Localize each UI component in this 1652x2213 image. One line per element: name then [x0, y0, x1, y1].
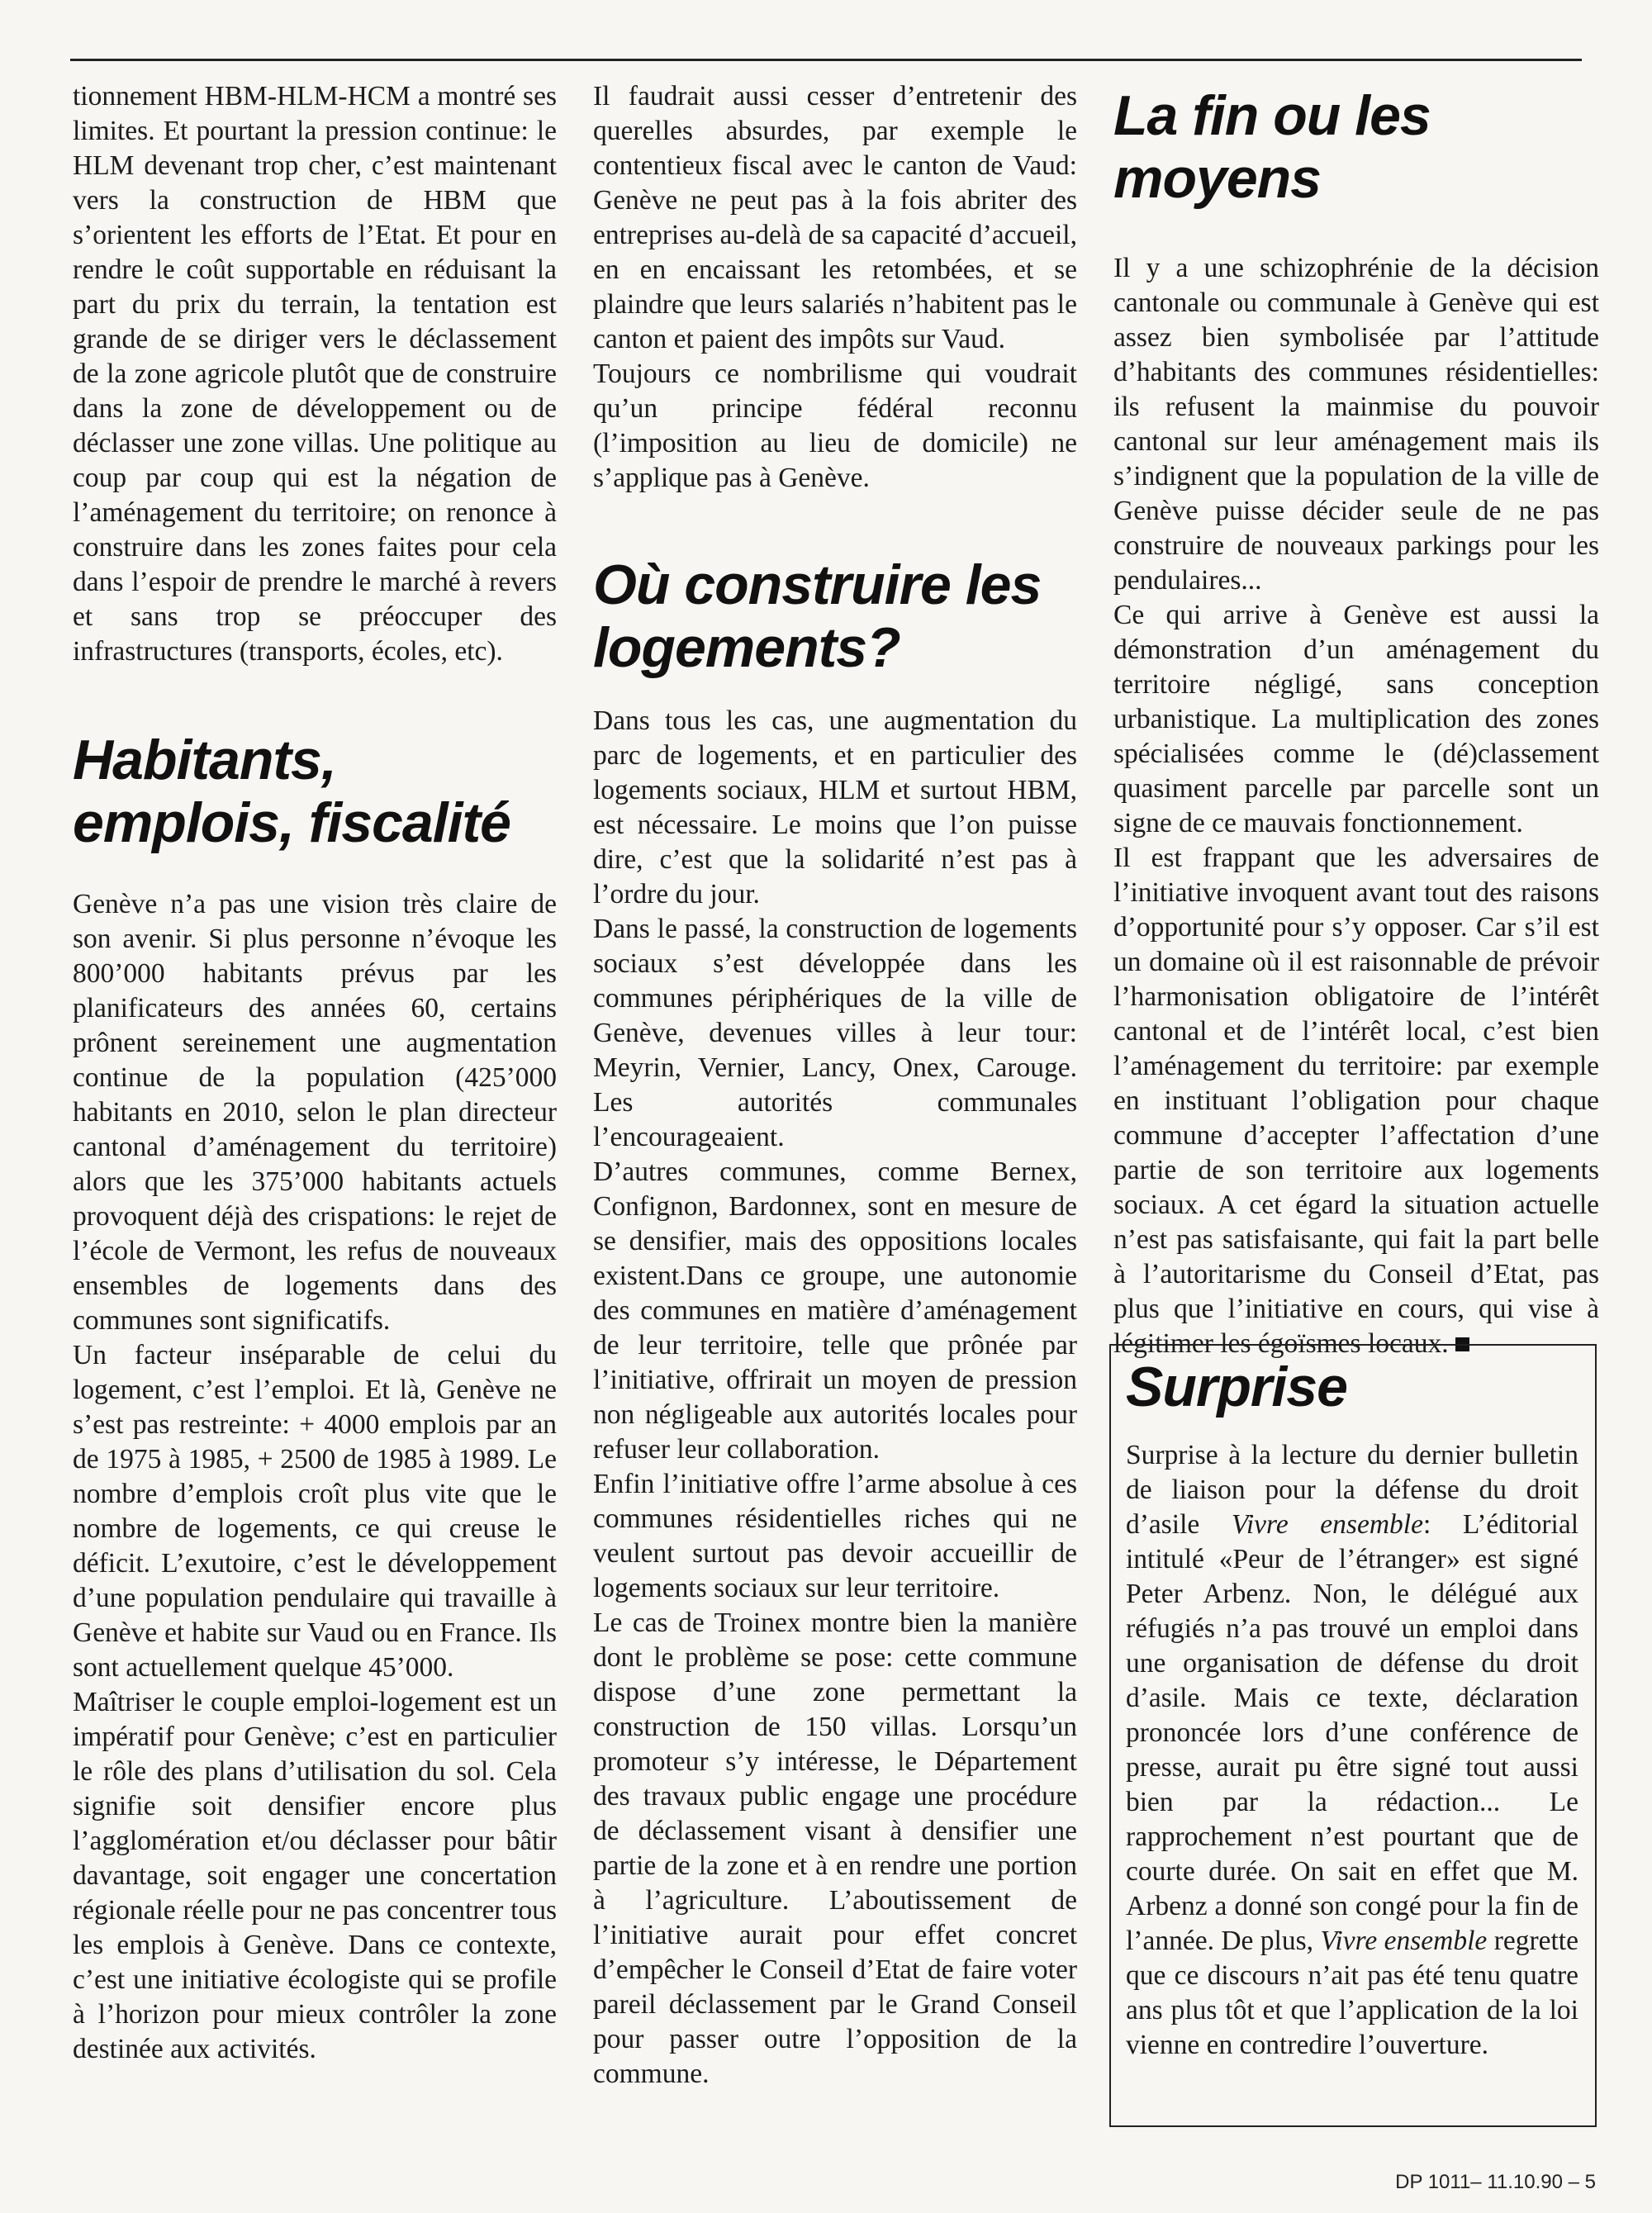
surprise-box: [1109, 1344, 1597, 2127]
paragraph: Ce qui arrive à Genève est aussi la démonstration d’un aménagement du territoire négligé, sans conception urbanistique. La multiplication des zones spécialisées comme le (dé)classement quasiment parcelle par parcelle sont un signe de ce mauvais fonctionnement.: [1113, 600, 1599, 838]
section-heading-la-fin: La fin ou les moyens: [1113, 84, 1431, 210]
column-1: [73, 79, 557, 2067]
paragraph: tionnement HBM-HLM-HCM a montré ses limites. Et pourtant la pression continue: le HLM devenant trop cher, c’est maintenant vers la construction de HBM que s’orientent les efforts de l’Etat. Et pour en rendre le coût supportable en réduisant la part du prix du terrain, la tentation est grande de se diriger vers le déclassement de la zone agricole plutôt que de construire dans la zone de développement ou de déclasser une zone villas. Une politique au coup par coup qui est la négation de l’aménagement du territoire; on renonce à construire dans les zones faites pour cela dans l’espoir de prendre le marché à revers et sans trop se préoccuper des infrastructures (transports, écoles, etc).: [73, 81, 557, 667]
paragraph: D’autres communes, comme Bernex, Confignon, Bardonnex, sont en mesure de se densifier, mais des oppositions locales existent.Dans ce groupe, une autonomie des communes en matière d’aménagement de leur territoire, telle que prônée par l’initiative, offrirait un moyen de pression non négligeable aux autorités locales pour refuser leur collaboration.: [593, 1156, 1077, 1465]
box-heading: Surprise: [1126, 1356, 1347, 1418]
box-text: : L’éditorial intitulé «Peur de l’étranger» est signé Peter Arbenz. Non, le délégué aux réfugiés n’a pas trouvé un emploi dans une organisation de défense du droit d’asile. Mais ce texte, déclaration prononcée lors d’une conférence de presse, aurait pu être signé tout aussi bien par la rédaction... Le rapprochement n’est pourtant que de courte durée. On sait en effet que M. Arbenz a donné son congé pour la fin de l’année. De plus,: [1126, 1509, 1578, 1956]
paragraph: Maîtriser le couple emploi-logement est un impératif pour Genève; c’est en particulier le rôle des plans d’utilisation du sol. Cela signifie soit densifier encore plus l’agglomération et/ou déclasser pour bâtir davantage, soit engager une concertation régionale réelle pour ne pas concentrer tous les emplois à Genève. Dans ce contexte, c’est une initiative écologiste qui se profile à l’horizon pour mieux contrôler la zone destinée aux activités.: [73, 1687, 557, 2064]
paragraph: Dans tous les cas, une augmentation du parc de logements, et en particulier des logements sociaux, HLM et surtout HBM, est nécessaire. Le moins que l’on puisse dire, c’est que la solidarité n’est pas à l’ordre du jour.: [593, 705, 1077, 909]
paragraph: Il faudrait aussi cesser d’entretenir des querelles absurdes, par exemple le contentieux fiscal avec le canton de Vaud: Genève ne peut pas à la fois abriter des entreprises au-delà de sa capacité d’accueil, en en encaissant les retombées, et se plaindre que leurs salariés n’habitent pas le canton et paient des impôts sur Vaud.: [593, 81, 1077, 354]
section-heading-ou-construire: Où construire les logements?: [593, 553, 1042, 679]
section-heading-habitants: Habitants, emplois, fiscalité: [73, 729, 510, 854]
box-paragraph: [1126, 1438, 1578, 2063]
paragraph: Genève n’a pas une vision très claire de son avenir. Si plus personne n’évoque les 800’000 habitants prévus par les planificateurs des années 60, certains prônent sereinement une augmentation continue de la population (425’000 habitants en 2010, selon le plan directeur cantonal d’aménagement du territoire) alors que les 375’000 habitants actuels provoquent déjà des crispations: le rejet de l’école de Vermont, les refus de nouveaux ensembles de logements dans des communes sont significatifs.: [73, 889, 557, 1336]
paragraph-text: Il est frappant que les adversaires de l’initiative invoquent avant tout des raisons d’opportunité pour s’y opposer. Car s’il est un domaine où il est raisonnable de prévoir l’harmonisation obligatoire de l’intérêt cantonal et de l’intérêt local, c’est bien l’aménagement du territoire: par exemple en instituant l’obligation pour chaque commune d’accepter l’affectation d’une partie de son territoire aux logements sociaux. A cet égard la situation actuelle n’est pas satisfaisante, qui fait la part belle à l’autoritarisme du Conseil d’Etat, pas plus que l’initiative en cours, qui vise à légitimer les égoïsmes locaux.: [1113, 843, 1599, 1359]
page-footer: DP 1011– 11.10.90 – 5: [1395, 2171, 1596, 2193]
paragraph: Il y a une schizophrénie de la décision cantonale ou communale à Genève qui est assez bien symbolisée par l’attitude d’habitants des communes résidentielles: ils refusent la mainmise du pouvoir cantonal sur leur aménagement mais ils s’indignent que la population de la ville de Genève puisse décider seule de ne pas construire de nouveaux parkings pour les pendulaires...: [1113, 253, 1599, 596]
paragraph: [1113, 841, 1599, 1361]
box-text: regrette que ce discours n’ait pas été tenu quatre ans plus tôt et que l’application de la loi vienne en contredire l’ouverture.: [1126, 1926, 1578, 2060]
top-rule: [70, 59, 1582, 61]
column-2: [593, 79, 1077, 2092]
publication-title: Vivre ensemble: [1231, 1509, 1423, 1540]
column-3: [1113, 79, 1599, 1361]
paragraph: Un facteur inséparable de celui du logement, c’est l’emploi. Et là, Genève ne s’est pas restreinte: + 4000 emplois par an de 1975 à 1985, + 2500 de 1985 à 1989. Le nombre d’emplois croît plus vite que le nombre de logements, ce qui creuse le déficit. L’exutoire, c’est le développement d’une population pendulaire qui travaille à Genève et habite sur Vaud ou en France. Ils sont actuellement quelque 45’000.: [73, 1340, 557, 1683]
paragraph: Dans le passé, la construction de logements sociaux s’est développée dans les communes périphériques de la ville de Genève, devenues villes à leur tour: Meyrin, Vernier, Lancy, Onex, Carouge. Les autorités communales l’encourageaient.: [593, 914, 1077, 1152]
paragraph: Toujours ce nombrilisme qui voudrait qu’un principe fédéral reconnu (l’imposition au lieu de domicile) ne s’applique pas à Genève.: [593, 359, 1077, 493]
paragraph: Le cas de Troinex montre bien la manière dont le problème se pose: cette commune dispose d’une zone permettant la construction de 150 villas. Lorsqu’un promoteur s’y intéresse, le Département des travaux public engage une procédure de déclassement visant à densifier une partie de la zone et à en rendre une portion à l’agriculture. L’aboutissement de l’initiative aurait pour effet concret d’empêcher le Conseil d’Etat de faire voter pareil déclassement par le Grand Conseil pour passer outre l’opposition de la commune.: [593, 1608, 1077, 2089]
box-text: Surprise à la lecture du dernier bulletin de liaison pour la défense du droit d’asile: [1126, 1440, 1578, 1540]
publication-title: Vivre ensemble: [1320, 1926, 1488, 1956]
paragraph: Enfin l’initiative offre l’arme absolue à ces communes résidentielles riches qui ne veulent surtout pas devoir accueillir de logements sociaux sur leur territoire.: [593, 1469, 1077, 1603]
